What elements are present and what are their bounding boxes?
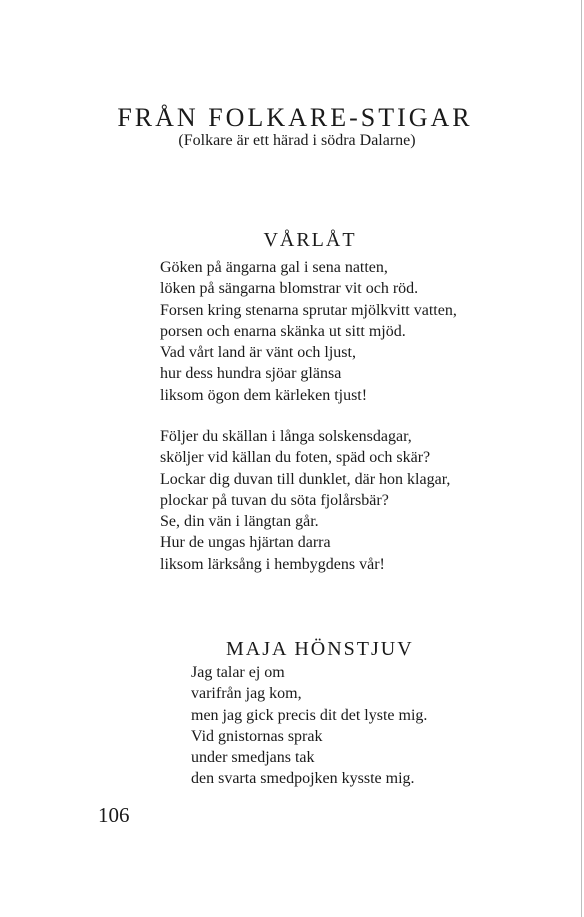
page-number: 106	[98, 803, 130, 827]
poem-title-varlat: VÅRLÅT	[263, 228, 357, 251]
poem-line: Jag talar ej om	[191, 664, 285, 681]
poem-line: Vad vårt land är vänt och ljust,	[160, 344, 356, 362]
poem-line: Göken på ängarna gal i sena natten,	[160, 259, 388, 276]
poem-line: Vid gnistornas sprak	[191, 727, 323, 745]
poem-line: löken på sängarna blomstrar vit och röd.	[160, 280, 419, 298]
poem-stanza	[191, 662, 427, 790]
poem-line: plockar på tuvan du söta fjolårsbär?	[160, 491, 389, 509]
poem-line: Se, din vän i längtan går.	[160, 513, 319, 531]
poem-line: Forsen kring stenarna sprutar mjölkvitt vatten,	[160, 301, 457, 319]
poem-title-maja-honstjuv: MAJA HÖNSTJUV	[226, 637, 414, 660]
poem-line: Lockar dig duvan till dunklet, där hon klagar,	[160, 470, 451, 488]
poem-line: Hur de ungas hjärtan darra	[160, 534, 331, 552]
poem-stanza	[160, 426, 450, 575]
poem-stanza	[160, 257, 457, 406]
poem-line: varifrån jag kom,	[191, 685, 302, 703]
poem-line: sköljer vid källan du foten, späd och skär?	[160, 449, 431, 467]
page-edge-divider	[581, 0, 582, 917]
page-subtitle: (Folkare är ett härad i södra Dalarne)	[178, 132, 416, 149]
poem-line: Följer du skällan i långa solskensdagar,	[160, 428, 412, 445]
poem-line: den svarta smedpojken kysste mig.	[191, 770, 415, 788]
poem-line: liksom lärksång i hembygdens vår!	[160, 555, 385, 573]
poem-line: men jag gick precis dit det lyste mig.	[191, 706, 428, 724]
poem-line: under smedjans tak	[191, 749, 315, 767]
page-title: FRÅN FOLKARE-STIGAR	[117, 103, 473, 133]
poem-line: liksom ögon dem kärleken tjust!	[160, 386, 368, 404]
poem-line: porsen och enarna skänka ut sitt mjöd.	[160, 322, 406, 340]
poem-line: hur dess hundra sjöar glänsa	[160, 365, 342, 383]
